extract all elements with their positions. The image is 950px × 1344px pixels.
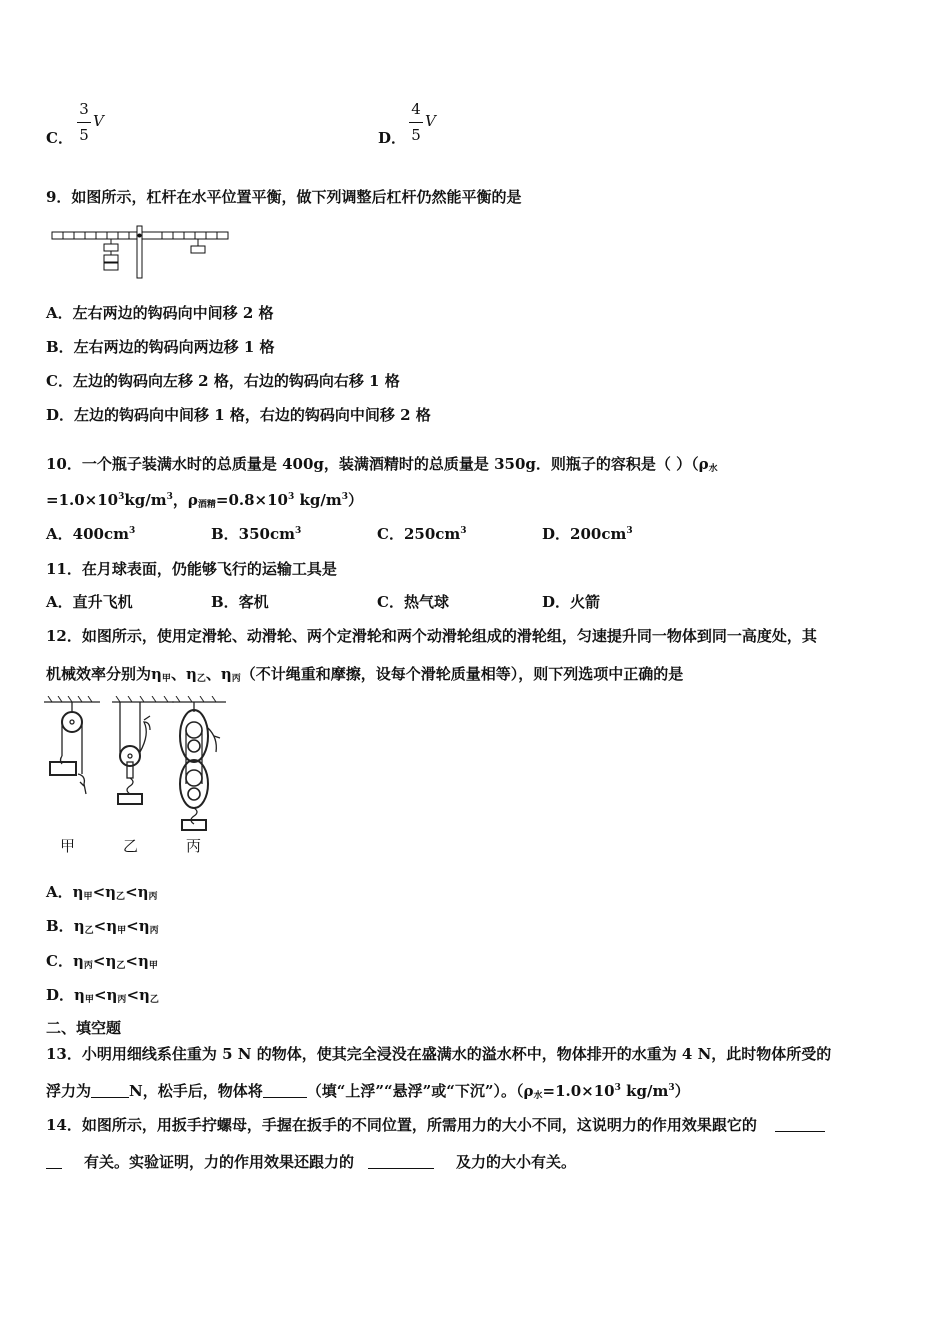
q14-blank-1-continued[interactable] — [46, 1154, 62, 1169]
section-heading-fill-in: 二、填空题 — [46, 1019, 122, 1037]
q10-option-c: C．$250cm^3$ — [377, 525, 467, 543]
fig-label-bing: 丙 — [186, 837, 202, 855]
q13-line1: 13．小明用细线系住重为 5 N 的物体，使其完全浸没在盛满水的溢水杯中，物体排开的水重为 4 N，此时物体所受的 — [46, 1045, 832, 1063]
q12-stem-line1: 12．如图所示，使用定滑轮、动滑轮、两个定滑轮和两个动滑轮组成的滑轮组，匀速提升同一物体到同一高度处，其 — [46, 627, 817, 645]
q10-stem-line1: 10．一个瓶子装满水时的总质量是 400g，装满酒精时的总质量是 350g．则瓶子的容积是（ ）（$\rho_水$ — [46, 455, 718, 474]
fig-label-yi: 乙 — [123, 837, 139, 855]
q11-option-d: D．火箭 — [542, 593, 601, 611]
q9-option-b: B．左右两边的钩码向两边移 1 格 — [46, 338, 275, 356]
option-c-label: C． — [46, 129, 73, 147]
q11-option-c: C．热气球 — [377, 593, 449, 611]
q10-option-a: A．$400cm^3$ — [46, 525, 136, 543]
q12-option-b: B．$\eta_乙<\eta_甲<\eta_丙$ — [46, 917, 159, 936]
q10-option-b: B．$350cm^3$ — [211, 525, 302, 543]
q10-stem-line2: $=1.0\times 10^3kg/m^3$，$\rho_{酒精}=0.8\times 10^3$ $kg/m^3$） — [46, 491, 363, 510]
q12-stem-line2: 机械效率分别为$\eta_甲$、$\eta_乙$、$\eta_丙$（不计绳重和摩擦，设每个滑轮质量相等），则下列选项中正确的是 — [46, 665, 684, 684]
q13-blank-2[interactable] — [263, 1083, 307, 1098]
option-d-label: D． — [378, 129, 407, 147]
q11-option-a: A．直升飞机 — [46, 593, 133, 611]
q12-option-d: D．$\eta_甲<\eta_丙<\eta_乙$ — [46, 986, 159, 1005]
q10-option-d: D．$200cm^3$ — [542, 525, 633, 543]
q11-stem: 11．在月球表面，仍能够飞行的运输工具是 — [46, 560, 337, 578]
q14-blank-2[interactable] — [368, 1154, 434, 1169]
fraction-3-5-v: 3 5 V — [77, 100, 117, 150]
q14-line1: 14．如图所示，用扳手拧螺母，手握在扳手的不同位置，所需用力的大小不同，这说明力的作用效果跟它的 — [46, 1115, 825, 1135]
fraction-4-5-v: 4 5 V — [409, 100, 449, 150]
q14-line2: 有关。实验证明，力的作用效果还跟力的 及力的大小有关。 — [46, 1152, 576, 1172]
q9-stem: 9．如图所示，杠杆在水平位置平衡，做下列调整后杠杆仍然能平衡的是 — [46, 188, 522, 206]
pulley-figures — [44, 696, 234, 836]
q11-option-b: B．客机 — [211, 593, 269, 611]
lever-figure — [50, 222, 232, 282]
q14-blank-1[interactable] — [775, 1117, 825, 1132]
q9-option-a: A．左右两边的钩码向中间移 2 格 — [46, 304, 274, 322]
q9-option-c: C．左边的钩码向左移 2 格，右边的钩码向右移 1 格 — [46, 372, 400, 390]
fig-label-jia: 甲 — [60, 837, 76, 855]
q12-option-c: C．$\eta_丙<\eta_乙<\eta_甲$ — [46, 952, 158, 971]
q12-option-a: A．$\eta_甲<\eta_乙<\eta_丙$ — [46, 883, 158, 902]
q9-option-d: D．左边的钩码向中间移 1 格，右边的钩码向中间移 2 格 — [46, 406, 431, 424]
q13-line2: 浮力为 N，松手后，物体将 （填“上浮”“悬浮”或“下沉”）。（$\rho_水=1.0\times 10^3$ $kg/m^3$） — [46, 1082, 690, 1101]
q13-blank-1[interactable] — [91, 1083, 129, 1098]
